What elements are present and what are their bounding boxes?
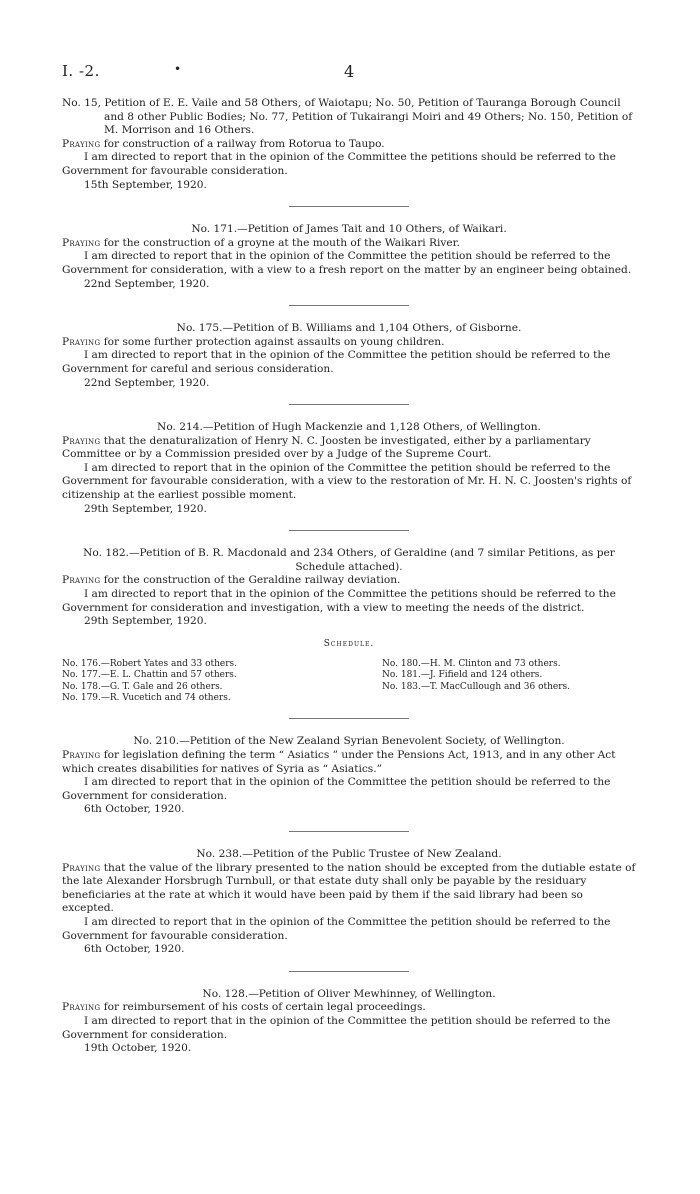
section-divider	[289, 305, 409, 306]
committee-report: I am directed to report that in the opinion of the Committee the petition should be referred to the Government for favourable consideration.	[62, 915, 611, 942]
petition-prayer	[62, 749, 636, 776]
report-date: 29th September, 1920.	[84, 615, 207, 628]
report-date: 29th September, 1920.	[84, 502, 207, 515]
prayer-text: that the denaturalization of Henry N. C. Joosten be investigated, either by a parliamentary Committee or by a Commission presided over by a Judge of the Supreme Court.	[62, 434, 591, 461]
schedule-entry: No. 180.—H. M. Clinton and 73 others.	[382, 658, 561, 669]
petition-block	[62, 988, 636, 1056]
praying-label: Praying	[62, 236, 101, 249]
report-date: 22nd September, 1920.	[84, 277, 210, 290]
section-divider	[289, 206, 409, 207]
schedule-entry: No. 183.—T. MacCullough and 36 others.	[382, 681, 571, 692]
prayer-text: for construction of a railway from Rotorua to Taupo.	[103, 137, 385, 150]
prayer-text: for the construction of a groyne at the mouth of the Waikari River.	[103, 236, 460, 249]
committee-report: I am directed to report that in the opinion of the Committee the petition should be referred to the Government for consideration.	[62, 1014, 611, 1041]
petition-block	[62, 223, 636, 291]
petition-prayer	[62, 435, 636, 462]
section-divider	[289, 404, 409, 405]
committee-report: I am directed to report that in the opinion of the Committee the petition should be referred to the Government for careful and serious consideration.	[62, 349, 611, 375]
praying-label: Praying	[62, 137, 101, 150]
petition-title: No. 15, Petition of E. E. Vaile and 58 Others, of Waiotapu; No. 50, Petition of Tauranga Borough Council and 8 other Public Bodies; No. 77, Petition of Tukairangi Moiri and 49 Others; No. 150, Petition of M. Morrison and 16 Others.	[62, 97, 633, 137]
petition-block	[62, 848, 636, 957]
report-date: 15th September, 1920.	[84, 178, 207, 191]
praying-label: Praying	[62, 434, 101, 447]
praying-label: Praying	[62, 749, 101, 762]
petition-title: No. 182.—Petition of B. R. Macdonald and 234 Others, of Geraldine (and 7 similar Petitions, as per Schedule attached).	[83, 547, 615, 573]
page-number: 4	[344, 62, 355, 81]
petition-title: No. 210.—Petition of the New Zealand Syrian Benevolent Society, of Wellington.	[133, 735, 565, 748]
schedule-entry: No. 177.—E. L. Chattin and 57 others.	[62, 670, 237, 681]
petition-title: No. 171.—Petition of James Tait and 10 Others, of Waikari.	[191, 223, 507, 236]
schedule-title: Schedule.	[323, 638, 375, 649]
petition-prayer	[62, 138, 636, 152]
petition-block	[62, 97, 636, 192]
petition-title: No. 214.—Petition of Hugh Mackenzie and 1,128 Others, of Wellington.	[157, 421, 541, 434]
section-divider	[289, 530, 409, 531]
petition-prayer	[62, 574, 636, 588]
committee-report: I am directed to report that in the opinion of the Committee the petition should be referred to the Government for favourable consideration, with a view to the restoration of Mr. H. N. C. Joosten's rights of citizenship at the earliest possible moment.	[62, 461, 632, 502]
report-date: 6th October, 1920.	[84, 943, 185, 956]
petition-block	[62, 322, 636, 390]
petition-prayer	[62, 336, 636, 350]
schedule-list	[62, 659, 636, 705]
committee-report: I am directed to report that in the opinion of the Committee the petitions should be referred to the Government for favourable consideration.	[62, 151, 616, 177]
schedule-column-left	[62, 659, 322, 705]
document-body	[62, 97, 636, 1056]
schedule-column-right	[382, 659, 628, 705]
header-dot: •	[174, 62, 182, 76]
report-date: 19th October, 1920.	[84, 1042, 192, 1055]
report-date: 22nd September, 1920.	[84, 376, 210, 389]
committee-report: I am directed to report that in the opinion of the Committee the petitions should be referred to the Government for consideration and investigation, with a view to meeting the needs of the district.	[62, 588, 616, 614]
prayer-text: for the construction of the Geraldine railway deviation.	[103, 574, 401, 587]
praying-label: Praying	[62, 335, 101, 348]
petition-prayer	[62, 237, 636, 251]
committee-report: I am directed to report that in the opinion of the Committee the petition should be referred to the Government for consideration, with a view to a fresh report on the matter by an engineer being obtained.	[62, 250, 632, 276]
petition-title: No. 238.—Petition of the Public Trustee of New Zealand.	[196, 848, 502, 860]
praying-label: Praying	[62, 1001, 101, 1014]
petition-title: No. 175.—Petition of B. Williams and 1,104 Others, of Gisborne.	[176, 322, 522, 335]
section-divider	[289, 831, 409, 832]
section-divider	[289, 718, 409, 719]
report-date: 6th October, 1920.	[84, 803, 185, 816]
schedule-entry: No. 181.—J. Fifield and 124 others.	[382, 670, 543, 681]
petition-title: No. 128.—Petition of Oliver Mewhinney, of Wellington.	[202, 987, 496, 1000]
praying-label: Praying	[62, 861, 101, 874]
petition-block	[62, 547, 636, 629]
petition-block	[62, 421, 636, 516]
prayer-text: that the value of the library presented to the nation should be excepted from the dutiable estate of the late Alexander Horsbrugh Turnbull, or that estate duty shall only be payable by the residuary beneficiaries at the rate at which it would have been paid by them if the said library had been so excepted.	[62, 861, 636, 915]
prayer-text: for legislation defining the term “ Asiatics ” under the Pensions Act, 1913, and in any other Act which creates disabilities for natives of Syria as “ Asiatics.”	[62, 749, 616, 775]
prayer-text: for reimbursement of his costs of certain legal proceedings.	[103, 1001, 426, 1014]
section-divider	[289, 971, 409, 972]
schedule-entry: No. 179.—R. Vucetich and 74 others.	[62, 693, 231, 704]
prayer-text: for some further protection against assaults on young children.	[103, 335, 445, 348]
schedule-entry: No. 176.—Robert Yates and 33 others.	[62, 658, 238, 669]
petition-prayer	[62, 862, 636, 916]
schedule-entry: No. 178.—G. T. Gale and 26 others.	[62, 681, 223, 692]
petition-block	[62, 735, 636, 817]
committee-report: I am directed to report that in the opinion of the Committee the petition should be referred to the Government for consideration.	[62, 776, 611, 802]
praying-label: Praying	[62, 574, 101, 587]
paper-reference: I. -2.	[62, 62, 100, 80]
page-header	[62, 62, 636, 86]
petition-prayer	[62, 1001, 636, 1015]
